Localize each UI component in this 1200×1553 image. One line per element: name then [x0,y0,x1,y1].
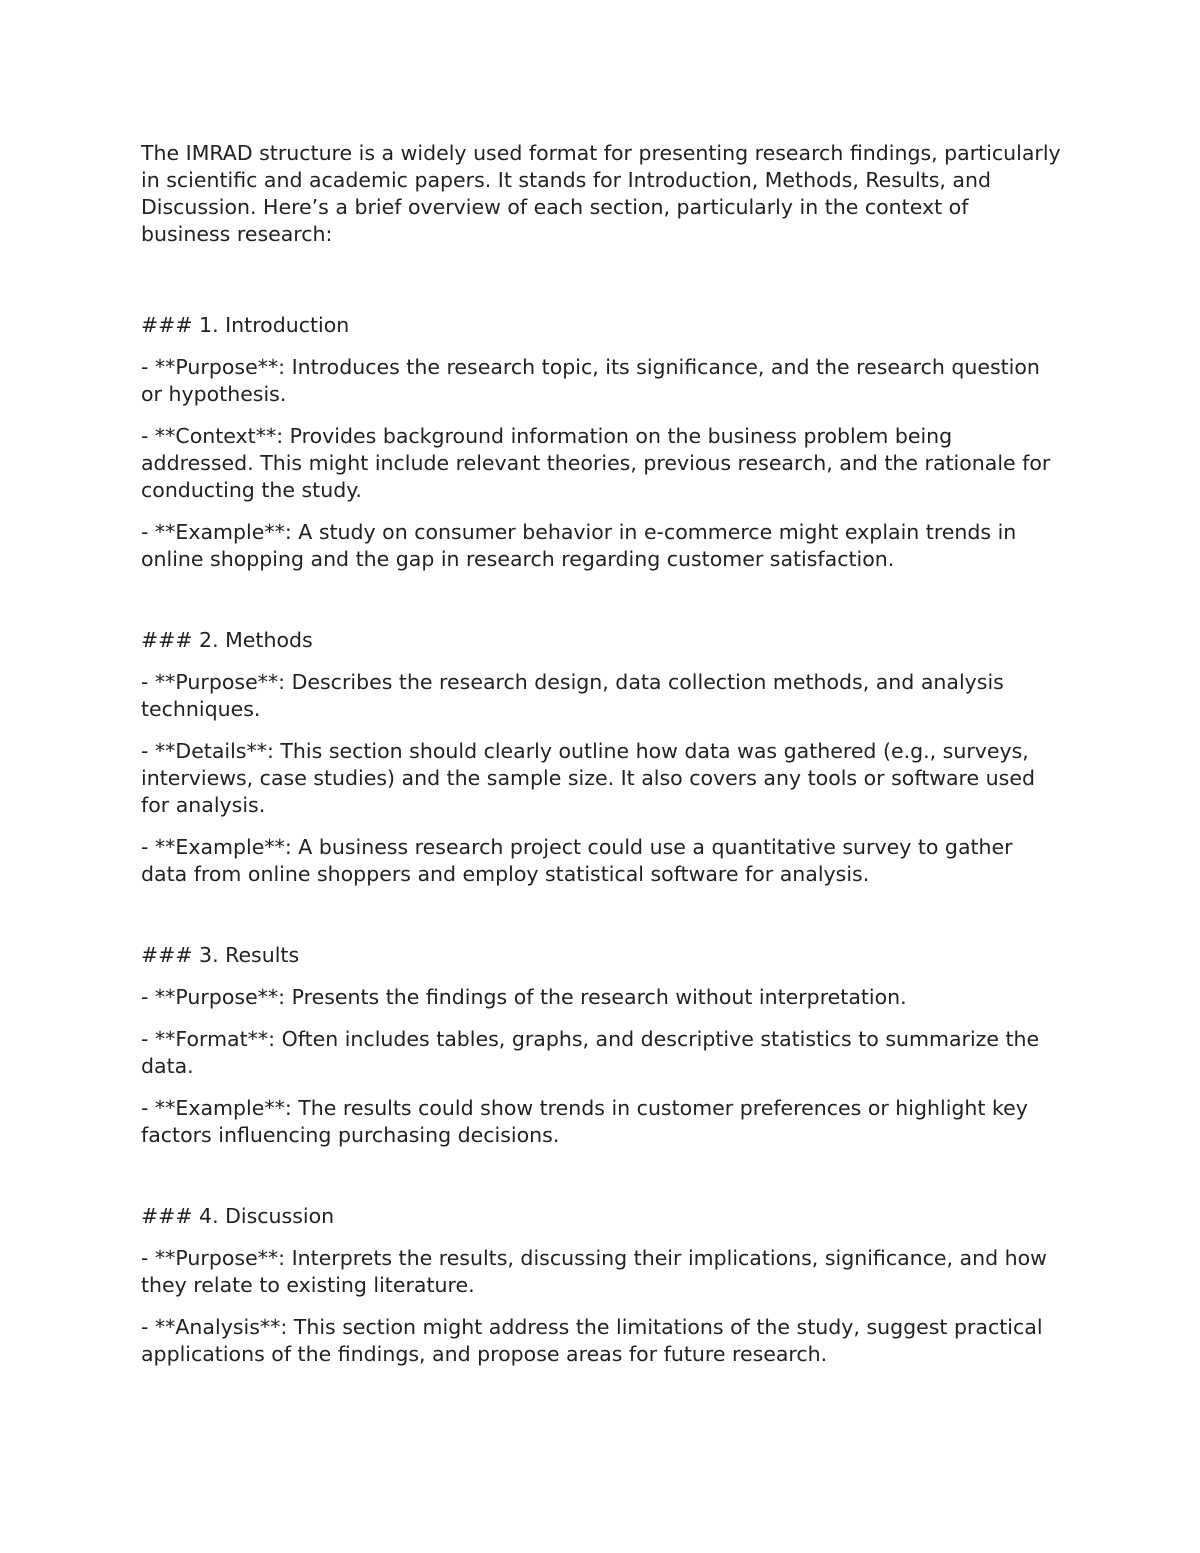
section-heading: ### 1. Introduction [141,313,350,337]
section-introduction [141,312,1061,573]
section-heading: ### 3. Results [141,943,300,967]
bullet-example: - **Example**: A study on consumer behavior in e-commerce might explain trends in online shopping and the gap in research regarding customer satisfaction. [141,520,1017,571]
bullet-context: - **Context**: Provides background information on the business problem being addressed. This might include relevant theories, previous research, and the rationale for conducting the study. [141,424,1051,502]
bullet-format: - **Format**: Often includes tables, graphs, and descriptive statistics to summarize the data. [141,1027,1040,1078]
bullet-purpose: - **Purpose**: Interprets the results, discussing their implications, significance, and how they relate to existing literature. [141,1246,1047,1297]
section-heading: ### 2. Methods [141,628,313,652]
section-results [141,942,1061,1149]
bullet-purpose: - **Purpose**: Describes the research design, data collection methods, and analysis techniques. [141,670,1004,721]
section-methods [141,627,1061,888]
section-heading: ### 4. Discussion [141,1204,335,1228]
bullet-purpose: - **Purpose**: Presents the findings of the research without interpretation. [141,985,907,1009]
section-discussion [141,1203,1061,1368]
bullet-example: - **Example**: A business research project could use a quantitative survey to gather data from online shoppers and employ statistical software for analysis. [141,835,1013,886]
bullet-details: - **Details**: This section should clearly outline how data was gathered (e.g., surveys, interviews, case studies) and the sample size. It also covers any tools or software used for analysis. [141,739,1035,817]
bullet-purpose: - **Purpose**: Introduces the research topic, its significance, and the research question or hypothesis. [141,355,1040,406]
intro-paragraph: The IMRAD structure is a widely used format for presenting research findings, particularly in scientific and academic papers. It stands for Introduction, Methods, Results, and Discussion. Here’s a brief overview of each section, particularly in the context of business research: [141,141,1061,246]
document-page [141,140,1061,1422]
bullet-analysis: - **Analysis**: This section might address the limitations of the study, suggest practical applications of the findings, and propose areas for future research. [141,1315,1043,1366]
bullet-example: - **Example**: The results could show trends in customer preferences or highlight key factors influencing purchasing decisions. [141,1096,1028,1147]
